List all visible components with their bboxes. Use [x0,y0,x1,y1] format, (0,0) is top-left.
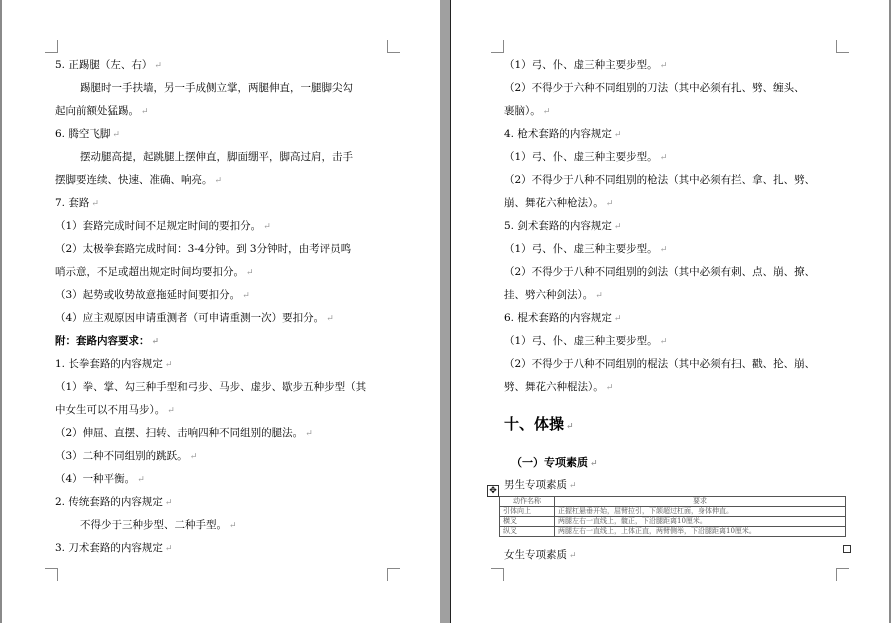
paragraph[interactable]: （1）套路完成时间不足规定时间的要扣分。 ↵ [55,220,271,232]
margin-corner-mark [387,40,400,53]
paragraph[interactable]: （2）不得少于八种不同组别的棍法（其中必须有扫、戳、抡、崩、 [504,358,816,370]
paragraph[interactable]: （4）应主观原因申请重测者（可申请重测一次）要扣分。 ↵ [55,312,334,324]
table-row [500,507,846,517]
appendix-heading[interactable]: 附：套路内容要求： ↵ [55,335,160,347]
table-header-cell[interactable]: 要求 [555,497,846,507]
paragraph[interactable]: 5. 剑术套路的内容规定 ↵ [504,220,622,232]
paragraph[interactable]: （2）不得少于八种不同组别的剑法（其中必须有刺、点、崩、撩、 [504,266,816,278]
table-row [500,527,846,537]
paragraph[interactable]: 中女生可以不用马步）。 ↵ [55,404,175,416]
table-cell[interactable]: 引体向上 [500,507,555,517]
table-resize-handle[interactable] [843,545,851,553]
table-row [500,517,846,527]
paragraph[interactable]: 7. 套路 ↵ [55,197,99,209]
paragraph[interactable]: 不得少于三种步型、二种手型。 ↵ [80,519,237,531]
table-cell[interactable]: 横叉 [500,517,555,527]
table-cell[interactable]: 正握杠悬垂开始，屈臂拉引，下颌超过杠面，身体伸直。 [555,507,846,517]
document-page-right[interactable] [450,0,889,623]
paragraph[interactable]: （2）太极拳套路完成时间：3-4分钟。到 3分钟时，由考评员鸣 [55,243,352,255]
table-header-row [500,497,846,507]
page-gap [440,0,450,623]
table-header-cell[interactable]: 动作名称 [500,497,555,507]
margin-corner-mark [491,40,504,53]
subsection-heading[interactable]: （一）专项素质 ↵ [511,456,598,469]
section-heading[interactable]: 十、体操 ↵ [504,415,574,433]
margin-corner-mark [836,40,849,53]
paragraph[interactable]: （2）不得少于六种不同组别的刀法（其中必须有扎、劈、缠头、 [504,82,805,94]
paragraph[interactable]: 裹脑）。 ↵ [504,105,551,117]
paragraph[interactable]: （3）二种不同组别的跳跃。 ↵ [55,450,198,462]
margin-corner-mark [45,568,58,581]
paragraph[interactable]: 起向前额处猛踢。 ↵ [55,105,149,117]
paragraph[interactable]: 挂、劈六种剑法）。 ↵ [504,289,603,301]
paragraph[interactable]: （1）弓、仆、虚三种主要步型。 ↵ [504,59,668,71]
paragraph[interactable]: 哨示意，不足或超出规定时间均要扣分。 ↵ [55,266,254,278]
document-page-left[interactable] [2,0,441,623]
paragraph[interactable]: 4. 枪术套路的内容规定 ↵ [504,128,622,140]
paragraph[interactable]: （4）一种平衡。 ↵ [55,473,145,485]
table-cell[interactable]: 两腿左右一直线上，髋正，下沿腿距离10厘米。 [555,517,846,527]
paragraph[interactable]: 5. 正踢腿（左、右） ↵ [55,59,162,71]
paragraph[interactable]: 踢腿时一手扶墙，另一手成侧立掌，两腿伸直，一腿脚尖勾 [80,82,353,94]
table-caption-male[interactable]: 男生专项素质 ↵ [504,479,577,491]
paragraph[interactable]: 崩、舞花六种枪法）。 ↵ [504,197,614,209]
requirements-table[interactable] [499,496,846,537]
paragraph[interactable]: 摆动腿高提，起跳腿上摆伸直，脚面绷平，脚高过肩，击手 [80,151,353,163]
margin-corner-mark [387,568,400,581]
paragraph[interactable]: （2）伸屈、直摆、扫转、击响四种不同组别的腿法。 ↵ [55,427,313,439]
margin-corner-mark [836,568,849,581]
paragraph[interactable]: （3）起势或收势故意拖延时间要扣分。 ↵ [55,289,250,301]
paragraph[interactable]: （1）拳、掌、勾三种手型和弓步、马步、虚步、歇步五种步型（其 [55,381,367,393]
paragraph[interactable]: （1）弓、仆、虚三种主要步型。 ↵ [504,335,668,347]
table-move-handle-icon[interactable]: ✥ [487,485,499,497]
table-cell[interactable]: 纵叉 [500,527,555,537]
paragraph[interactable]: 2. 传统套路的内容规定 ↵ [55,496,173,508]
paragraph[interactable]: 劈、舞花六种棍法）。 ↵ [504,381,614,393]
paragraph[interactable]: 6. 腾空飞脚 ↵ [55,128,120,140]
margin-corner-mark [491,568,504,581]
paragraph[interactable]: 1. 长拳套路的内容规定 ↵ [55,358,173,370]
paragraph[interactable]: （1）弓、仆、虚三种主要步型。 ↵ [504,151,668,163]
table-cell[interactable]: 两腿左右一直线上，上体正直，两臂侧举，下沿腿距离10厘米。 [555,527,846,537]
paragraph[interactable]: 3. 刀术套路的内容规定 ↵ [55,542,173,554]
margin-corner-mark [45,40,58,53]
paragraph[interactable]: 6. 棍术套路的内容规定 ↵ [504,312,622,324]
table-caption-female[interactable]: 女生专项素质 ↵ [504,549,577,561]
paragraph[interactable]: （1）弓、仆、虚三种主要步型。 ↵ [504,243,668,255]
paragraph[interactable]: （2）不得少于八种不同组别的枪法（其中必须有拦、拿、扎、劈、 [504,174,816,186]
paragraph[interactable]: 摆脚要连续、快速、准确、响亮。 ↵ [55,174,223,186]
